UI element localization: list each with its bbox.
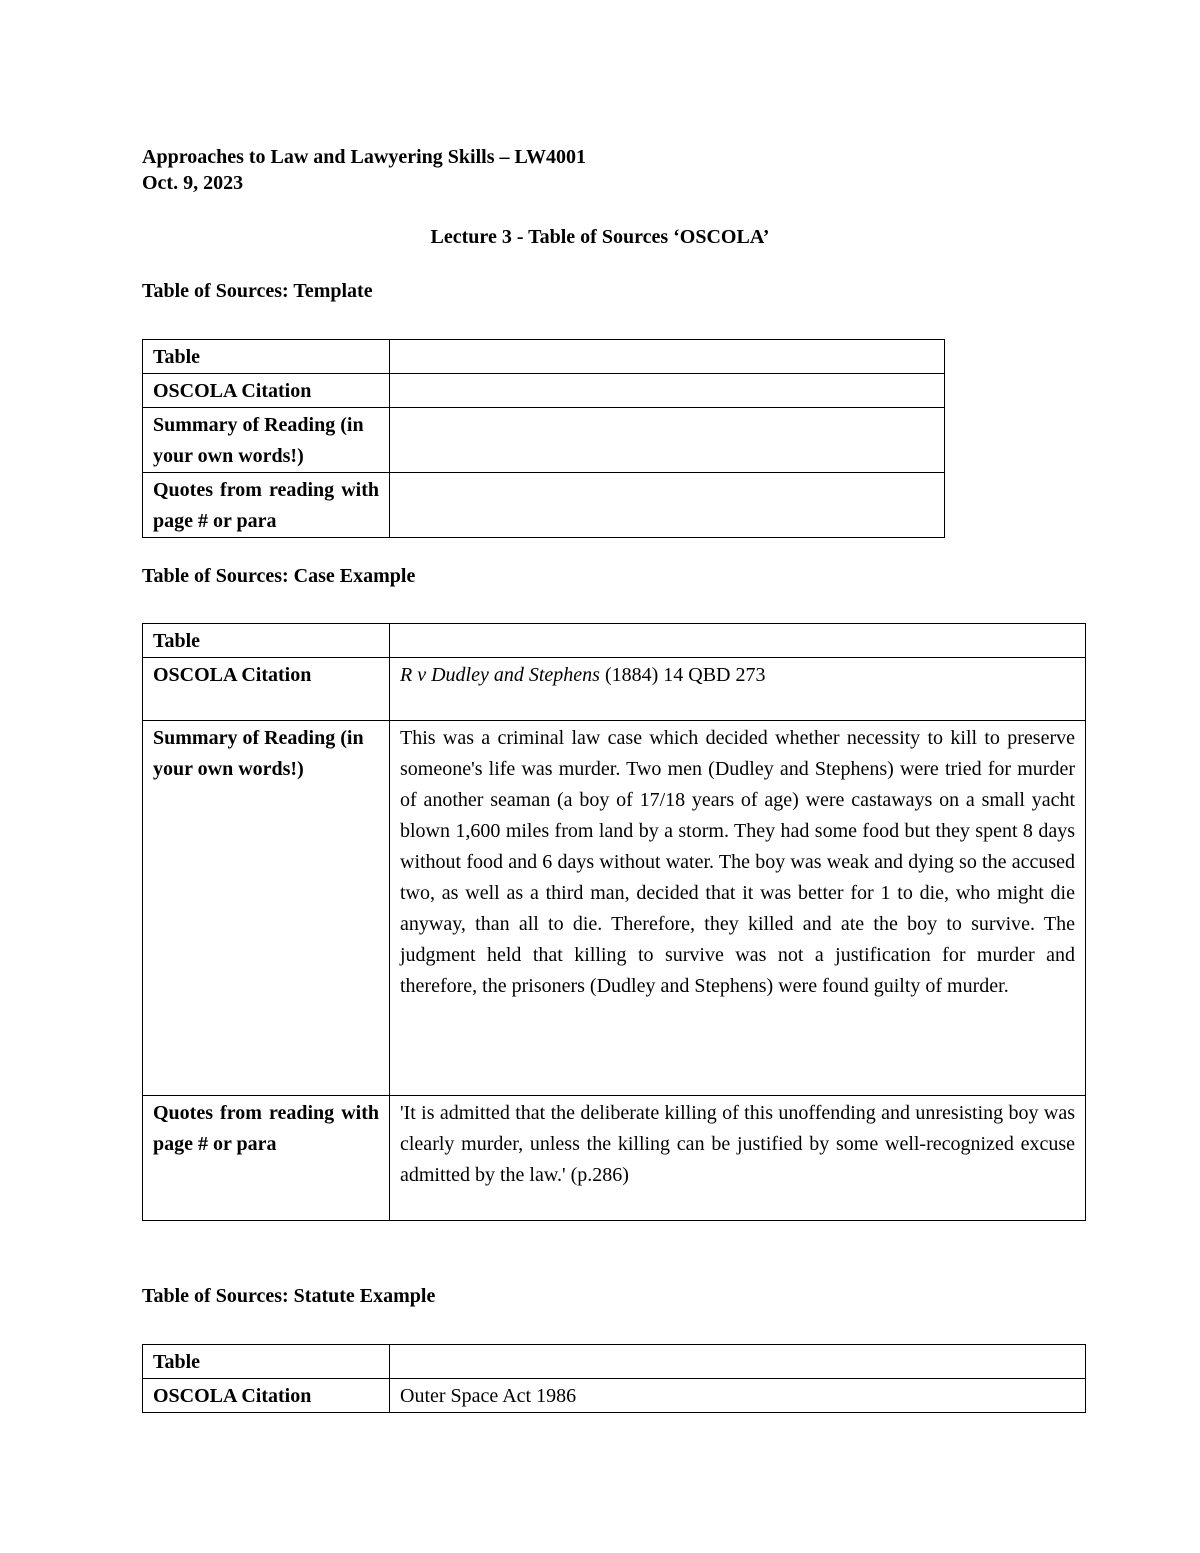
table-row (143, 1096, 1086, 1221)
lecture-title: Lecture 3 - Table of Sources ‘OSCOLA’ (430, 226, 770, 248)
row-value (390, 340, 945, 374)
case-reference: (1884) 14 QBD 273 (599, 664, 766, 686)
row-label: Summary of Reading (in your own words!) (143, 408, 390, 473)
statute-table (142, 1344, 1086, 1413)
course-title: Approaches to Law and Lawyering Skills – LW4001 (142, 146, 586, 168)
table-row (143, 1379, 1086, 1413)
table-row (143, 408, 945, 473)
table-row (143, 473, 945, 538)
case-summary: This was a criminal law case which decided whether necessity to kill to preserve someone's life was murder. Two men (Dudley and Stephens) were tried for murder of another seaman (a boy of 17/18 years of age) were castaways on a small yacht blown 1,600 miles from land by a storm. They had some food but they spent 8 days without food and 6 days without water. The boy was weak and dying so the accused two, as well as a third man, decided that it was better for 1 to die, who might die anyway, than all to die. Therefore, they killed and ate the boy to survive. The judgment held that killing to survive was not a justification for murder and therefore, the prisoners (Dudley and Stephens) were found guilty of murder. (390, 721, 1086, 1096)
table-row (143, 340, 945, 374)
row-label: OSCOLA Citation (143, 1379, 390, 1413)
row-label: Summary of Reading (in your own words!) (143, 721, 390, 1096)
table-row (143, 374, 945, 408)
table-row (143, 658, 1086, 721)
row-label: Table (143, 624, 390, 658)
case-heading: Table of Sources: Case Example (142, 565, 416, 587)
case-citation (390, 658, 1086, 721)
template-table (142, 339, 945, 538)
case-name: R v Dudley and Stephens (400, 664, 600, 686)
row-value (390, 1345, 1086, 1379)
row-label: Quotes from reading with page # or para (143, 1096, 390, 1221)
table-row (143, 624, 1086, 658)
row-value (390, 624, 1086, 658)
row-label: Table (143, 340, 390, 374)
case-table (142, 623, 1086, 1221)
row-label: OSCOLA Citation (143, 658, 390, 721)
row-value (390, 473, 945, 538)
lecture-date: Oct. 9, 2023 (142, 172, 244, 194)
row-label: Table (143, 1345, 390, 1379)
row-label: Quotes from reading with page # or para (143, 473, 390, 538)
table-row (143, 1345, 1086, 1379)
row-value (390, 408, 945, 473)
case-quote: 'It is admitted that the deliberate killing of this unoffending and unresisting boy was clearly murder, unless the killing can be justified by some well-recognized excuse admitted by the law.' (p.286) (390, 1096, 1086, 1221)
row-value (390, 374, 945, 408)
row-label: OSCOLA Citation (143, 374, 390, 408)
statute-heading: Table of Sources: Statute Example (142, 1285, 436, 1307)
template-heading: Table of Sources: Template (142, 280, 373, 302)
table-row (143, 721, 1086, 1096)
statute-citation: Outer Space Act 1986 (390, 1379, 1086, 1413)
